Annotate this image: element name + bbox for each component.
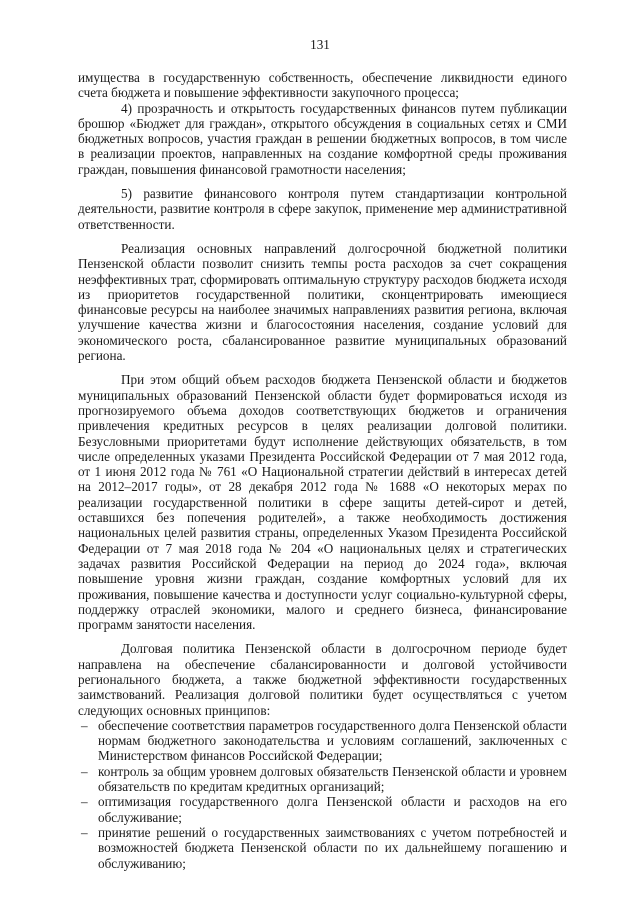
paragraph-implementation: Реализация основных направлений долгосрочной бюджетной политики Пензенской области позволит снизить темпы роста расходов за счет сокращения неэффективных трат, сформировать оптимальную структуру расходов бюджета исходя из приоритетов государственной политики, сконцентрировать имеющиеся финансовые ресурсы на наиболее значимых направлениях развития региона, включая улучшение качества жизни и благосостояния населения, создание условий для экономического роста, сбалансированное развитие муниципальных образований региона.	[78, 240, 567, 364]
paragraph-continuation: имущества в государственную собственность, обеспечение ликвидности единого счета бюджета и повышение эффективности закупочного процесса;	[78, 70, 567, 101]
debt-principles-list	[78, 718, 567, 871]
page-body	[78, 70, 567, 871]
paragraph-financial-control: 5) развитие финансового контроля путем стандартизации контрольной деятельности, развитие контроля в сфере закупок, применение мер административной ответственности.	[78, 186, 567, 232]
paragraph-expenditure-volume: При этом общий объем расходов бюджета Пензенской области и бюджетов муниципальных образований Пензенской области будет формироваться исходя из прогнозируемого объема доходов соответствующих бюджетов и ограничения привлечения кредитных ресурсов в целях реализации долговой политики. Безусловными приоритетами будут исполнение действующих обязательств, в том числе определенных указами Президента Российской Федерации от 7 мая 2012 года, от 1 июня 2012 года № 761 «О Национальной стратегии действий в интересах детей на 2012–2017 годы», от 28 декабря 2012 года № 1688 «О некоторых мерах по реализации государственной политики в сфере защиты детей-сирот и детей, оставшихся без попечения родителей», а также необходимость достижения национальных целей развития страны, определенных Указом Президента Российской Федерации от 7 мая 2018 года № 204 «О национальных целях и стратегических задачах развития Российской Федерации на период до 2024 года», включая повышение уровня жизни граждан, создание комфортных условий для их проживания, повышение качества и доступности услуг социально-культурной сферы, поддержку отраслей экономики, малого и среднего бизнеса, финансирование программ занятости населения.	[78, 372, 567, 633]
paragraph-debt-policy: Долговая политика Пензенской области в долгосрочном периоде будет направлена на обеспечение сбалансированности и долговой устойчивости регионального бюджета, а также бюджетной эффективности государственных заимствований. Реализация долговой политики будет осуществляться с учетом следующих основных принципов:	[78, 641, 567, 718]
page-number: 131	[310, 37, 330, 52]
list-item: – принятие решений о государственных заимствованиях с учетом потребностей и возможностей бюджета Пензенской области по их дальнейшему погашению и обслуживанию;	[78, 825, 567, 871]
list-item: – оптимизация государственного долга Пензенской области и расходов на его обслуживание;	[78, 794, 567, 825]
list-item: – обеспечение соответствия параметров государственного долга Пензенской области нормам бюджетного законодательства и условиям соглашений, заключенных с Министерством финансов Российской Федерации;	[78, 718, 567, 764]
list-item: – контроль за общим уровнем долговых обязательств Пензенской области и уровнем обязательств по кредитам кредитных организаций;	[78, 764, 567, 795]
paragraph-transparency: 4) прозрачность и открытость государственных финансов путем публикации брошюр «Бюджет для граждан», открытого обсуждения в социальных сетях и СМИ бюджетных вопросов, участия граждан в решении бюджетных вопросов, в том числе в реализации проектов, направленных на создание комфортной среды проживания граждан, повышения финансовой грамотности населения;	[78, 100, 567, 177]
